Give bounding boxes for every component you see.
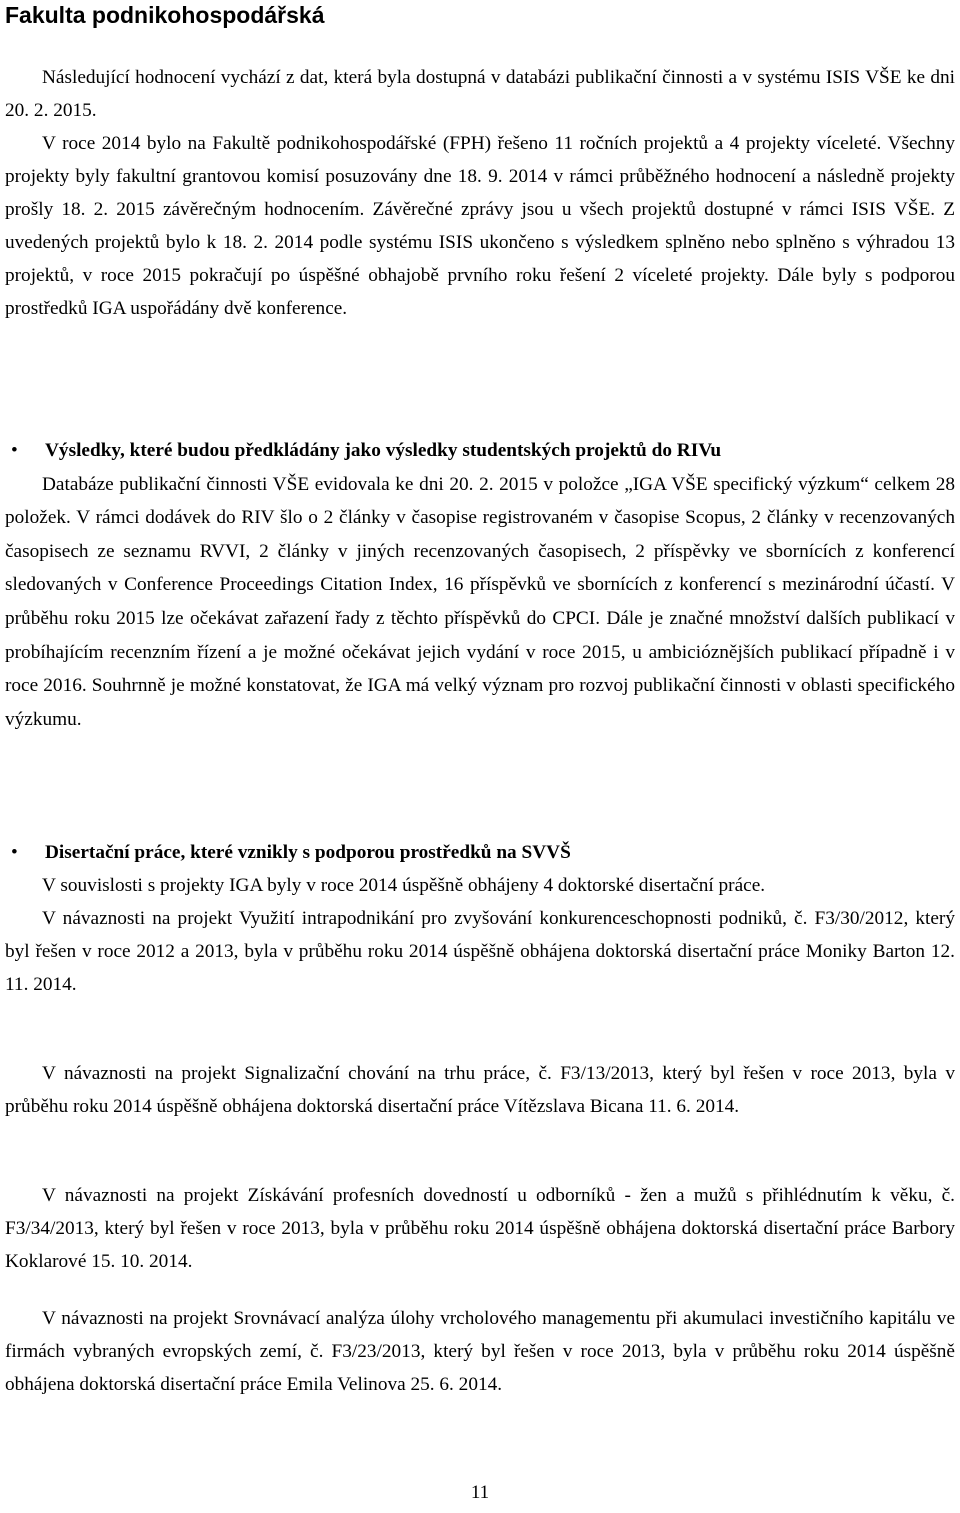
dissertation-bican-block (5, 1057, 955, 1123)
dissertations-heading-text: Disertační práce, které vznikly s podporou prostředků na SVVŠ (45, 842, 571, 863)
dissertations-heading (5, 836, 955, 869)
bullet-icon: • (11, 440, 18, 461)
intro-paragraph-data-source: Následující hodnocení vychází z dat, která byla dostupná v databázi publikační činnosti a v systému ISIS VŠE ke dni 20. 2. 2015. (5, 67, 955, 121)
page-title: Fakulta podnikohospodářská (5, 2, 325, 28)
dissertations-intro: V souvislosti s projekty IGA byly v roce 2014 úspěšně obhájeny 4 doktorské disertační práce. (42, 875, 766, 896)
page-number: 11 (470, 1482, 490, 1503)
intro-paragraph-projects: V roce 2014 bylo na Fakultě podnikohospodářské (FPH) řešeno 11 ročních projektů a 4 projekty víceleté. Všechny projekty byly fakultní grantovou komisí posuzovány dne 18. 9. 2014 v rámci průběžného hodnocení a následně projekty prošly 18. 2. 2015 závěrečným hodnocením. Závěrečné zprávy jsou u všech projektů dostupné v rámci ISIS VŠE. Z uvedených projektů bylo k 18. 2. 2014 podle systému ISIS ukončeno s výsledkem splněno nebo splněno s výhradou 13 projektů, v roce 2015 pokračují po úspěšné obhajobě prvního roku řešení 2 víceleté projekty. Dále byly s podporou prostředků IGA uspořádány dvě konference. (5, 133, 955, 319)
dissertation-velinov-block (5, 1302, 955, 1401)
dissertation-velinov: V návaznosti na projekt Srovnávací analýza úlohy vrcholového managementu při akumulaci investičního kapitálu ve firmách vybraných evropských zemí, č. F3/23/2013, který byl řešen v roce 2013, byla v průběhu roku 2014 úspěšně obhájena doktorská disertační práce Emila Velinova 25. 6. 2014. (5, 1308, 955, 1395)
dissertation-koklarova: V návaznosti na projekt Získávání profesních dovedností u odborníků - žen a mužů s přihlédnutím k věku, č. F3/34/2013, který byl řešen v roce 2013, byla v průběhu roku 2014 úspěšně obhájena doktorská disertační práce Barbory Koklarové 15. 10. 2014. (5, 1185, 955, 1272)
dissertations-section (5, 836, 955, 1001)
dissertation-koklarova-block (5, 1179, 955, 1278)
dissertation-barton: V návaznosti na projekt Využití intrapodnikání pro zvyšování konkurenceschopnosti podniků, č. F3/30/2012, který byl řešen v roce 2012 a 2013, byla v průběhu roku 2014 úspěšně obhájena doktorská disertační práce Moniky Barton 12. 11. 2014. (5, 908, 955, 995)
results-heading (5, 434, 955, 468)
intro-section (5, 61, 955, 325)
dissertation-bican: V návaznosti na projekt Signalizační chování na trhu práce, č. F3/13/2013, který byl řešen v roce 2013, byla v průběhu roku 2014 úspěšně obhájena doktorská disertační práce Vítězslava Bicana 11. 6. 2014. (5, 1063, 955, 1117)
results-heading-text: Výsledky, které budou předkládány jako výsledky studentských projektů do RIVu (45, 440, 722, 461)
bullet-icon: • (11, 842, 18, 863)
results-section (5, 434, 955, 736)
results-body: Databáze publikační činnosti VŠE evidovala ke dni 20. 2. 2015 v položce „IGA VŠE specifický výzkum“ celkem 28 položek. V rámci dodávek do RIV šlo o 2 články v časopise registrovaném v časopise Scopus, 2 články v recenzovaných časopisech ze seznamu RVVI, 2 články v jiných recenzovaných časopisech, 2 příspěvky ve sbornících z konferencí sledovaných v Conference Proceedings Citation Index, 16 příspěvků ve sbornících z konferencí s mezinárodní účastí. V průběhu roku 2015 lze očekávat zařazení řady z těchto příspěvků do CPCI. Dále je značné množství dalších publikací v probíhajícím recenzním řízení a je možné očekávat jejich vydání v roce 2015, u ambicióznějších publikací případně i v roce 2016. Souhrnně je možné konstatovat, že IGA má velký význam pro rozvoj publikační činnosti v oblasti specifického výzkumu. (5, 473, 955, 730)
